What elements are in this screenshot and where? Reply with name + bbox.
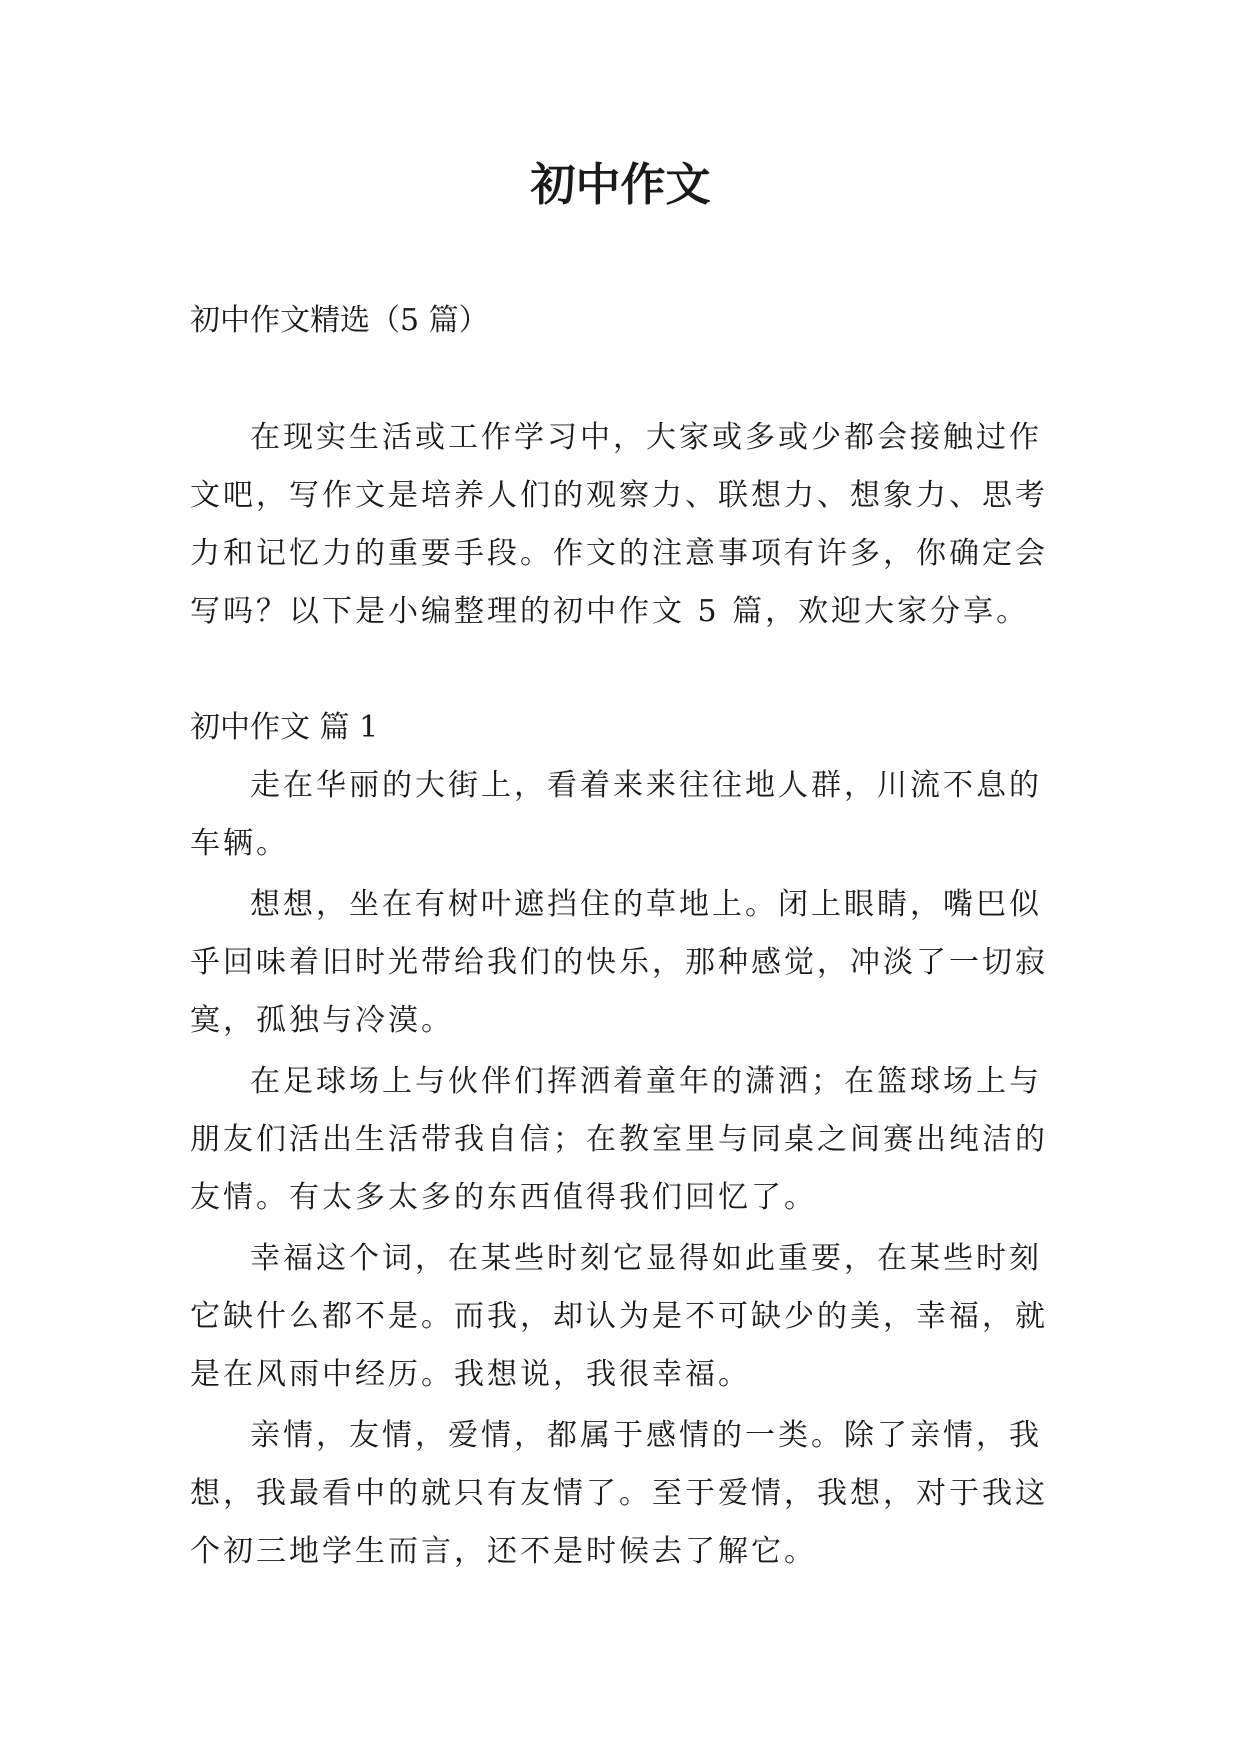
section-paragraph: 亲情，友情，爱情，都属于感情的一类。除了亲情，我想，我最看中的就只有友情了。至于爱情，我想，对于我这个初三地学生而言，还不是时候去了解它。 [190,1418,1048,1569]
document-subtitle: 初中作文精选（5 篇） [190,303,489,338]
intro-paragraph: 在现实生活或工作学习中，大家或多或少都会接触过作文吧，写作文是培养人们的观察力、联想力、想象力、思考力和记忆力的重要手段。作文的注意事项有许多，你确定会写吗？以下是小编整理的初中作文 5 篇，欢迎大家分享。 [190,420,1048,629]
section-paragraph: 走在华丽的大街上，看着来来往往地人群，川流不息的车辆。 [190,768,1042,861]
section-paragraphs [190,757,1050,1581]
section-paragraph: 想想，坐在有树叶遮挡住的草地上。闭上眼睛，嘴巴似乎回味着旧时光带给我们的快乐，那种感觉，冲淡了一切寂寞，孤独与冷漠。 [190,887,1048,1038]
document-title: 初中作文 [530,158,711,211]
document-body [190,292,1050,1581]
section-paragraph: 幸福这个词，在某些时刻它显得如此重要，在某些时刻它缺什么都不是。而我，却认为是不可缺少的美，幸福，就是在风雨中经历。我想说，我很幸福。 [190,1241,1048,1392]
section-heading: 初中作文 篇 1 [190,710,379,745]
section-paragraph: 在足球场上与伙伴们挥洒着童年的潇洒；在篮球场上与朋友们活出生活带我自信；在教室里与同桌之间赛出纯洁的友情。有太多太多的东西值得我们回忆了。 [190,1064,1048,1215]
